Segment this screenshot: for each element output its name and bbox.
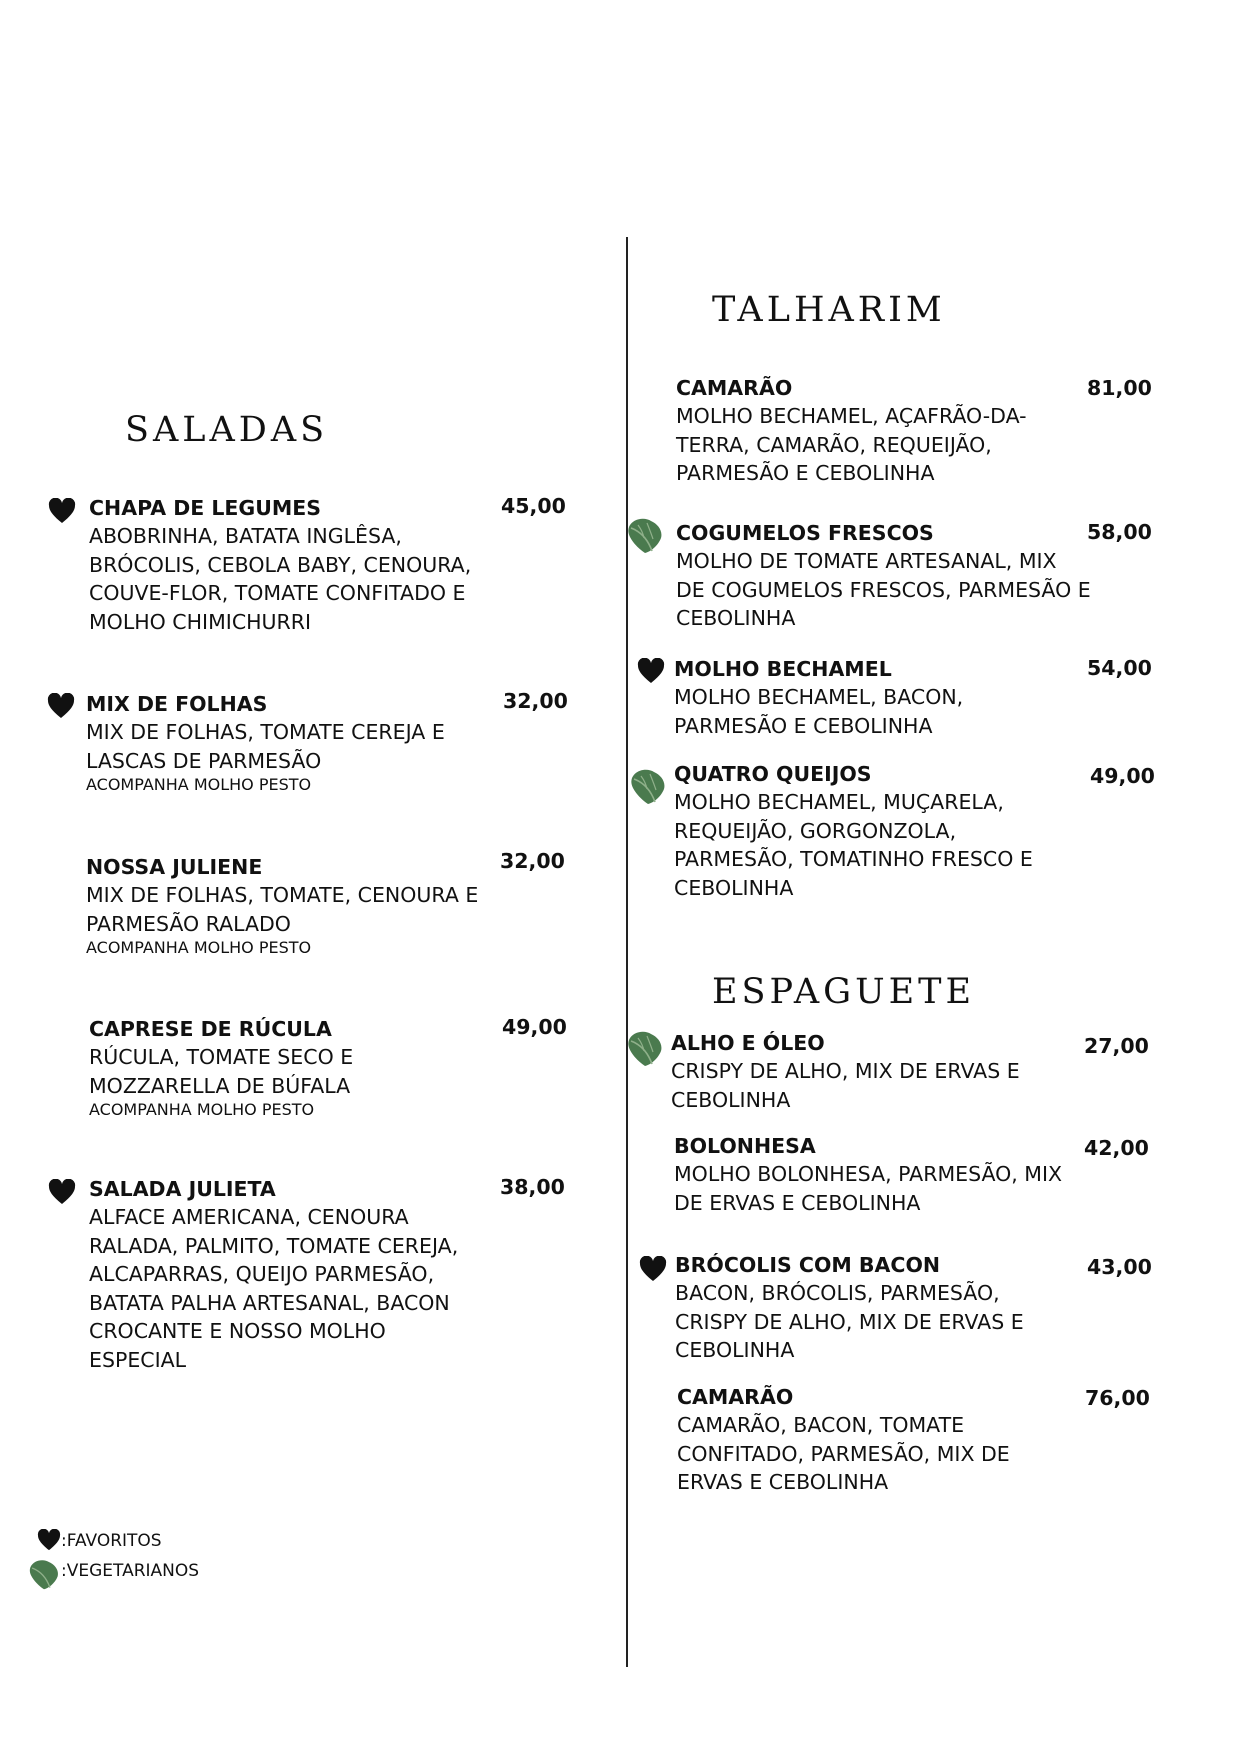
heart-icon xyxy=(637,658,665,684)
item-price: 42,00 xyxy=(1084,1136,1149,1160)
section-title-espaguete: ESPAGUETE xyxy=(712,972,976,1012)
item-price: 76,00 xyxy=(1085,1386,1150,1410)
heart-icon xyxy=(639,1256,667,1282)
item-price: 38,00 xyxy=(500,1175,565,1199)
item-description: MIX DE FOLHAS, TOMATE CEREJA E LASCAS DE PARMESÃO xyxy=(86,720,445,773)
item-description: MOLHO BECHAMEL, AÇAFRÃO-DA-TERRA, CAMARÃO, REQUEIJÃO, PARMESÃO E CEBOLINHA xyxy=(676,404,1027,485)
heart-icon xyxy=(48,1179,76,1205)
legend-favoritos: :FAVORITOS xyxy=(61,1531,162,1551)
item-price: 54,00 xyxy=(1087,656,1152,680)
item-name: CHAPA DE LEGUMES xyxy=(89,496,322,520)
item-description: MIX DE FOLHAS, TOMATE, CENOURA E PARMESÃO RALADO xyxy=(86,883,479,936)
item-price: 43,00 xyxy=(1087,1255,1152,1279)
heart-icon xyxy=(47,693,75,719)
item-description: RÚCULA, TOMATE SECO E MOZZARELLA DE BÚFALA xyxy=(89,1045,354,1098)
menu-item xyxy=(677,1383,1037,1497)
menu-item xyxy=(674,760,1054,902)
item-name: MIX DE FOLHAS xyxy=(86,692,268,716)
item-description: MOLHO DE TOMATE ARTESANAL, MIX DE COGUMELOS FRESCOS, PARMESÃO E CEBOLINHA xyxy=(676,549,1091,630)
item-name: MOLHO BECHAMEL xyxy=(674,657,892,681)
leaf-icon xyxy=(27,1557,61,1591)
legend-vegetarianos: :VEGETARIANOS xyxy=(61,1561,200,1581)
item-name: ALHO E ÓLEO xyxy=(671,1031,825,1055)
column-divider xyxy=(626,237,628,1667)
item-name: NOSSA JULIENE xyxy=(86,855,263,879)
item-price: 81,00 xyxy=(1087,376,1152,400)
menu-item xyxy=(674,1132,1084,1217)
item-name: BRÓCOLIS COM BACON xyxy=(675,1253,941,1277)
item-price: 45,00 xyxy=(501,494,566,518)
item-description: MOLHO BECHAMEL, MUÇARELA, REQUEIJÃO, GORGONZOLA, PARMESÃO, TOMATINHO FRESCO E CEBOLINHA xyxy=(674,790,1033,900)
item-description: MOLHO BOLONHESA, PARMESÃO, MIX DE ERVAS E CEBOLINHA xyxy=(674,1162,1063,1215)
item-name: QUATRO QUEIJOS xyxy=(674,762,872,786)
heart-icon xyxy=(48,498,76,524)
section-title-saladas: SALADAS xyxy=(125,410,329,450)
item-description: BACON, BRÓCOLIS, PARMESÃO, CRISPY DE ALHO, MIX DE ERVAS E CEBOLINHA xyxy=(675,1281,1024,1362)
leaf-icon xyxy=(625,1028,665,1068)
item-note: ACOMPANHA MOLHO PESTO xyxy=(86,775,312,794)
menu-item xyxy=(86,690,496,795)
item-price: 32,00 xyxy=(503,689,568,713)
item-price: 32,00 xyxy=(500,849,565,873)
item-description: ALFACE AMERICANA, CENOURA RALADA, PALMITO, TOMATE CEREJA, ALCAPARRAS, QUEIJO PARMESÃO, BATATA PALHA ARTESANAL, BACON CROCANTE E NOSSO MOLHO ESPECIAL xyxy=(89,1205,459,1372)
item-name: BOLONHESA xyxy=(674,1134,816,1158)
menu-item xyxy=(674,655,1054,740)
item-description: ABOBRINHA, BATATA INGLÊSA, BRÓCOLIS, CEBOLA BABY, CENOURA, COUVE-FLOR, TOMATE CONFITADO E MOLHO CHIMICHURRI xyxy=(89,524,472,634)
item-price: 58,00 xyxy=(1087,520,1152,544)
item-price: 49,00 xyxy=(502,1015,567,1039)
item-price: 27,00 xyxy=(1084,1034,1149,1058)
section-title-talharim: TALHARIM xyxy=(712,290,946,330)
heart-icon xyxy=(37,1529,61,1551)
item-name: CAMARÃO xyxy=(677,1385,794,1409)
item-price: 49,00 xyxy=(1090,764,1155,788)
leaf-icon xyxy=(628,766,668,806)
item-description: MOLHO BECHAMEL, BACON, PARMESÃO E CEBOLINHA xyxy=(674,685,964,738)
item-note: ACOMPANHA MOLHO PESTO xyxy=(89,1100,315,1119)
item-note: ACOMPANHA MOLHO PESTO xyxy=(86,938,312,957)
menu-item xyxy=(676,374,1056,488)
menu-item xyxy=(89,494,499,636)
menu-item xyxy=(86,853,496,958)
menu-item xyxy=(89,1175,489,1374)
menu-item xyxy=(675,1251,1055,1365)
menu-item xyxy=(671,1029,1051,1114)
item-name: SALADA JULIETA xyxy=(89,1177,276,1201)
item-name: COGUMELOS FRESCOS xyxy=(676,521,934,545)
menu-item xyxy=(676,519,1091,633)
leaf-icon xyxy=(625,515,665,555)
item-description: CAMARÃO, BACON, TOMATE CONFITADO, PARMESÃO, MIX DE ERVAS E CEBOLINHA xyxy=(677,1413,1010,1494)
menu-item xyxy=(89,1015,489,1120)
item-name: CAMARÃO xyxy=(676,376,793,400)
item-name: CAPRESE DE RÚCULA xyxy=(89,1017,332,1041)
item-description: CRISPY DE ALHO, MIX DE ERVAS E CEBOLINHA xyxy=(671,1059,1020,1112)
